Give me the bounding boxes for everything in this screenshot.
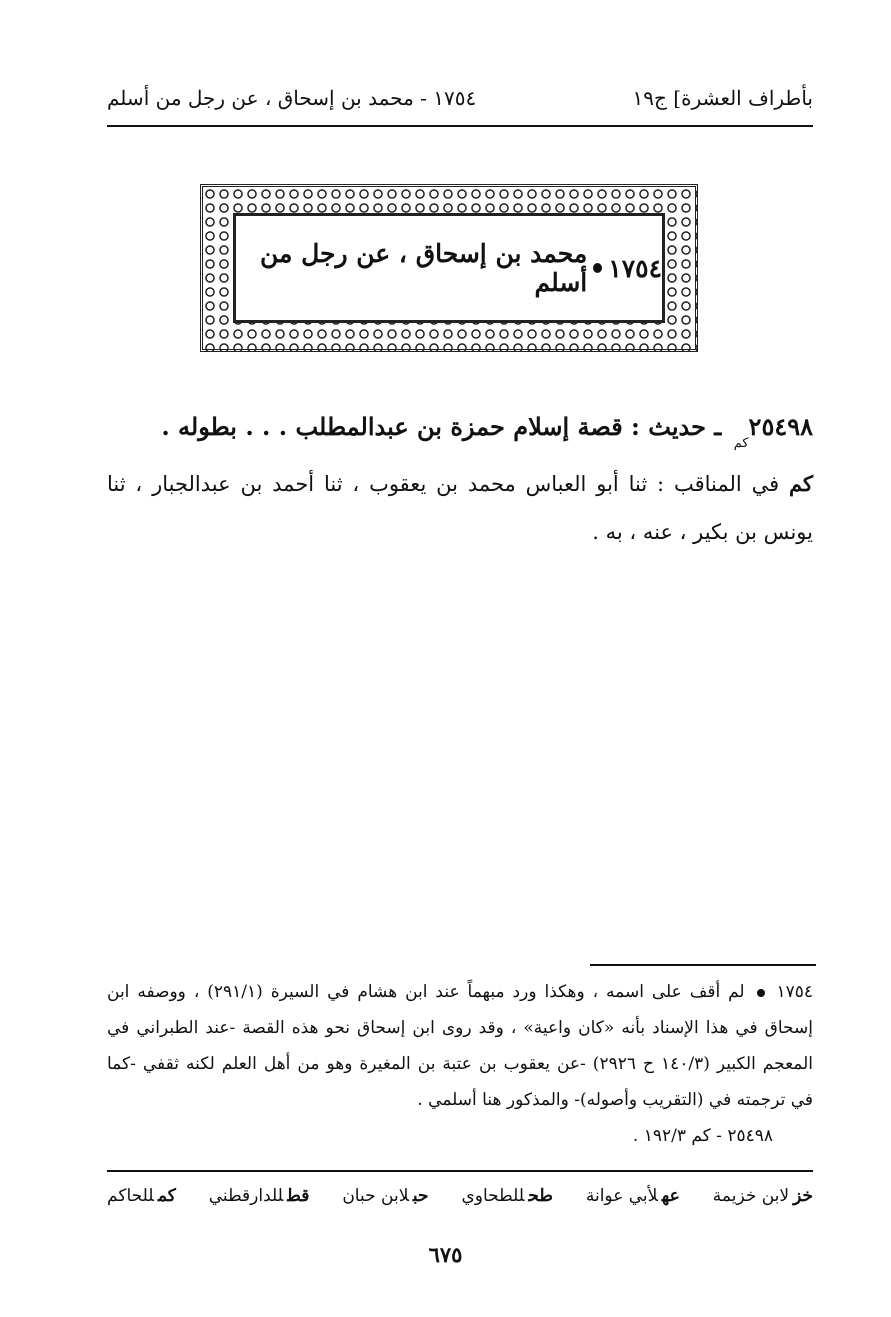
page-header <box>107 78 813 118</box>
entry-source-sup: كم <box>733 436 749 451</box>
hadith-entry <box>107 405 813 556</box>
entry-title: $٢٥٤٩٨_{كم}$ ـ حديث : قصة إسلام حمزة بن عبدالمطلب . . . بطوله . <box>161 412 813 451</box>
header-volume: بأطراف العشرة] ج١٩ <box>632 86 813 110</box>
header-divider <box>107 125 813 127</box>
footnote-text: لم أقف على اسمه ، وهكذا ورد مبهماً عند ابن هشام في السيرة (٢٩١/١) ، ووصفه ابن إسحاق في هذا الإسناد بأنه «كان واعية» ، وقد روى ابن إسحاق نحو هذه القصة -عند الطبراني في المعجم الكبير (١٤٠/٣ ح ٢٩٢٦) -عن يعقوب بن عتبة بن المغيرة وهو من أهل العلم لكنه ثقفي -كما في ترجمته في (التقريب وأصوله)- والمذكور هنا أسلمي . <box>107 982 814 1110</box>
entry-source-code: كم <box>789 471 813 496</box>
footnotes <box>107 974 813 1154</box>
abbr-item: خزلابن خزيمة <box>712 1186 813 1206</box>
frame-number: ١٧٥٤ <box>608 253 662 283</box>
entry-body <box>107 460 813 556</box>
page-number: ٦٧٥ <box>428 1242 463 1267</box>
bullet-icon <box>757 989 765 997</box>
abbr-item: طحللطحاوي <box>461 1186 553 1206</box>
entry-body-text: في المناقب : ثنا أبو العباس محمد بن يعقوب ، ثنا أحمد بن عبدالجبار ، ثنا يونس بن بكير ، عنه ، به . <box>107 472 813 544</box>
abbr-item: قطللدارقطني <box>208 1186 310 1206</box>
footnote-number: ١٧٥٤ <box>776 982 814 1002</box>
abbreviations-divider <box>107 1170 813 1172</box>
abbreviations-legend <box>107 1186 813 1206</box>
frame-title <box>233 213 665 323</box>
entry-number: ٢٥٤٩٨ <box>748 412 813 441</box>
entry-text: : قصة إسلام حمزة بن عبدالمطلب . . . بطوله . <box>161 412 640 441</box>
bullet-icon <box>593 263 602 273</box>
ornamental-frame <box>200 184 698 352</box>
footnote-ref: ٢٥٤٩٨ - كم ١٩٢/٣ . <box>632 1126 773 1146</box>
entry-label: حديث <box>648 412 706 441</box>
footnote-1754 <box>107 974 813 1118</box>
frame-heading: محمد بن إسحاق ، عن رجل من أسلم <box>259 239 588 297</box>
abbr-item: كمللحاكم <box>107 1186 176 1206</box>
header-section: ١٧٥٤ - محمد بن إسحاق ، عن رجل من أسلم <box>107 86 477 110</box>
abbr-item: حبلابن حبان <box>342 1186 429 1206</box>
abbr-item: عهلأبي عوانة <box>585 1186 680 1206</box>
footnote-divider <box>590 964 816 966</box>
